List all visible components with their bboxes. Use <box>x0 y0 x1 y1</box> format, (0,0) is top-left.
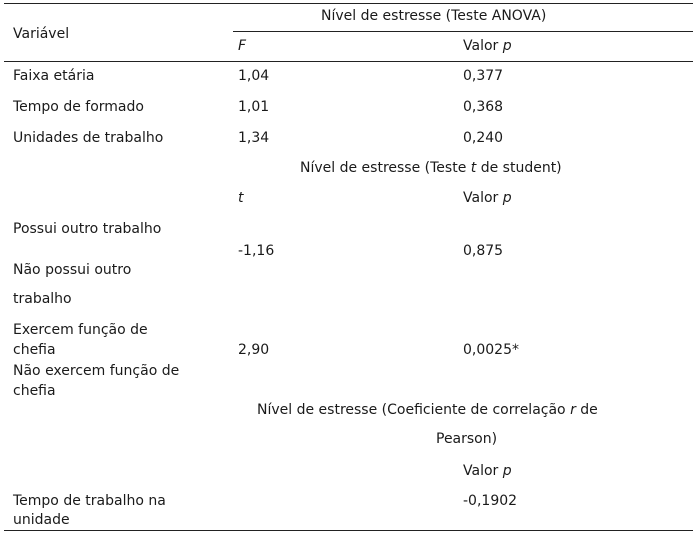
pearson-p-prefix: Valor <box>463 463 503 479</box>
ttest-p-column-header <box>463 190 512 206</box>
row-label-faixa-etaria: Faixa etária <box>13 68 95 84</box>
pearson-title-line1 <box>257 402 598 418</box>
row-label-tempo-trabalho-1: Tempo de trabalho na <box>13 493 166 509</box>
t-column-header: t <box>238 190 244 206</box>
row-t-outro-trabalho: -1,16 <box>238 243 275 259</box>
row-f-unidades: 1,34 <box>238 130 270 146</box>
row-label-exercem-chefia-2: chefia <box>13 342 56 358</box>
pearson-p-column-header <box>463 463 512 479</box>
row-label-nao-exercem-2: chefia <box>13 383 56 399</box>
row-value-tempo-trabalho: -0,1902 <box>463 493 518 509</box>
row-label-nao-possui-2: trabalho <box>13 291 72 307</box>
row-p-chefia: 0,0025* <box>463 342 519 358</box>
row-label-nao-possui-1: Não possui outro <box>13 262 132 278</box>
header-subrule <box>233 31 693 32</box>
ttest-title-var: t <box>470 160 477 176</box>
anova-title: Nível de estresse (Teste ANOVA) <box>321 8 547 24</box>
row-t-chefia: 2,90 <box>238 342 270 358</box>
row-p-faixa-etaria: 0,377 <box>463 68 504 84</box>
top-rule <box>4 3 693 4</box>
p-label-var: p <box>502 38 512 54</box>
p-value-column-header <box>463 38 512 54</box>
pearson-p-var: p <box>502 463 512 479</box>
p-label-prefix: Valor <box>463 38 503 54</box>
row-label-tempo-formado: Tempo de formado <box>13 99 144 115</box>
pearson-title-prefix: Nível de estresse (Coeficiente de correlação <box>257 402 571 418</box>
row-p-outro-trabalho: 0,875 <box>463 243 504 259</box>
row-label-nao-exercem-1: Não exercem função de <box>13 363 180 379</box>
bottom-rule <box>4 530 693 531</box>
row-label-exercem-chefia-1: Exercem função de <box>13 322 148 338</box>
ttest-p-prefix: Valor <box>463 190 503 206</box>
pearson-title-suffix: de <box>575 402 598 418</box>
f-column-header: F <box>238 38 247 54</box>
row-label-tempo-trabalho-2: unidade <box>13 512 70 528</box>
header-bottom-rule <box>4 61 693 62</box>
row-p-unidades: 0,240 <box>463 130 504 146</box>
row-label-possui-outro-trabalho: Possui outro trabalho <box>13 221 162 237</box>
pearson-title-line2: Pearson) <box>436 431 498 447</box>
variable-column-header: Variável <box>13 26 70 42</box>
ttest-p-var: p <box>502 190 512 206</box>
row-f-faixa-etaria: 1,04 <box>238 68 270 84</box>
row-f-tempo-formado: 1,01 <box>238 99 270 115</box>
ttest-title-suffix: de student) <box>476 160 562 176</box>
pearson-title-var: r <box>570 402 576 418</box>
ttest-title <box>300 160 562 176</box>
ttest-title-prefix: Nível de estresse (Teste <box>300 160 471 176</box>
row-p-tempo-formado: 0,368 <box>463 99 504 115</box>
row-label-unidades: Unidades de trabalho <box>13 130 164 146</box>
